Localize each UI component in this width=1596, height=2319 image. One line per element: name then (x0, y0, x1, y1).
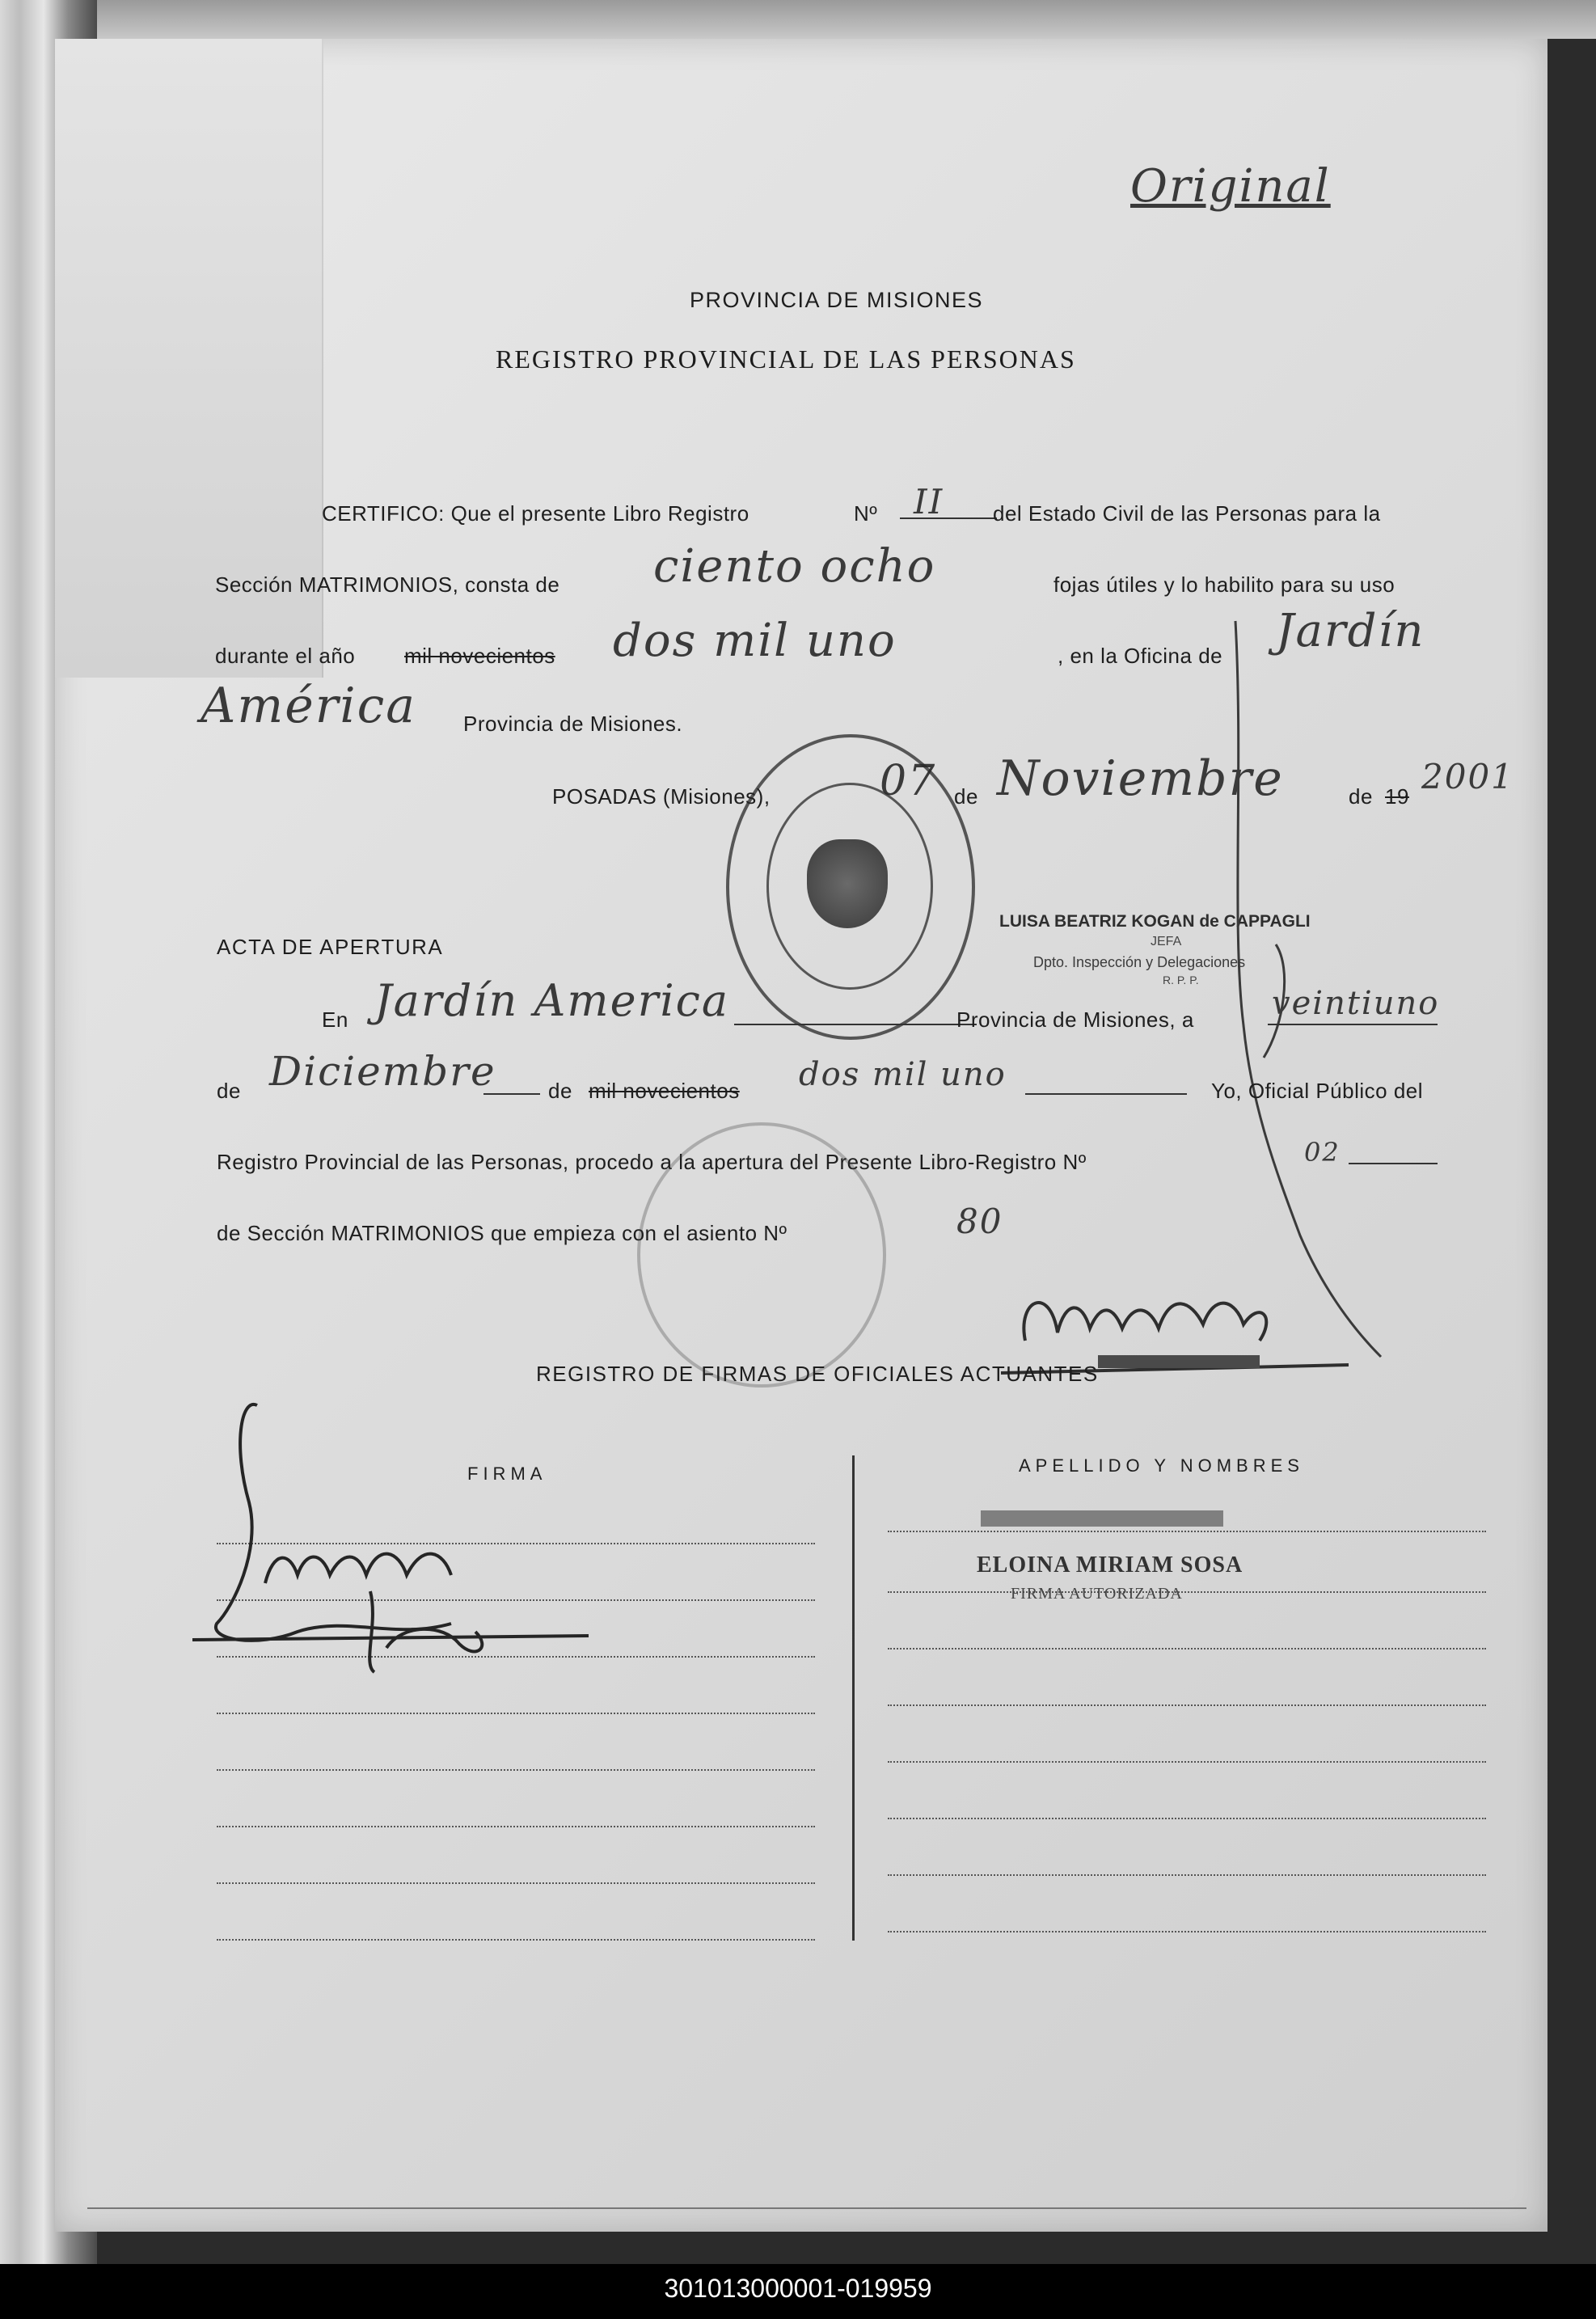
cert-office-place-1: Jardín (1276, 605, 1425, 657)
acta-year-handwritten: dos mil uno (799, 1056, 1007, 1093)
cert-office-place-2: América (201, 678, 416, 734)
apellido-line-4 (888, 1704, 1486, 1706)
acta-yo: Yo, Oficial Público del (1211, 1079, 1424, 1103)
acta-place-line (734, 1024, 977, 1025)
authorized-caption: FIRMA AUTORIZADA (1011, 1585, 1183, 1603)
acta-month-handwritten: Diciembre (269, 1048, 496, 1095)
apellido-line-5 (888, 1761, 1486, 1763)
original-annotation: Original (1130, 160, 1331, 213)
acta-de-1: de (217, 1079, 241, 1103)
scan-top-band (0, 0, 1596, 39)
acta-day-handwritten: veintiuno (1272, 985, 1440, 1022)
apellido-column-label: APELLIDO Y NOMBRES (1019, 1455, 1304, 1476)
cert-line1-no: Nº (854, 501, 878, 526)
page-bottom-rule (87, 2207, 1526, 2209)
acta-heading: ACTA DE APERTURA (217, 935, 444, 959)
scan-footer-bar (0, 2264, 1596, 2319)
apellido-line-6 (888, 1818, 1486, 1819)
cert-line3-a: durante el año (215, 644, 356, 668)
acta-en: En (322, 1007, 348, 1032)
cert-date-year: 2001 (1421, 757, 1514, 796)
firma-line-7 (217, 1882, 815, 1884)
official-stamp-dept: Dpto. Inspección y Delegaciones (1033, 954, 1246, 970)
acta-month-line (483, 1093, 540, 1095)
acta-year-strike: mil novecientos (589, 1079, 740, 1103)
cert-year-handwritten: dos mil uno (613, 615, 897, 667)
acta-book-number: 02 (1304, 1137, 1341, 1168)
apellido-line-3 (888, 1648, 1486, 1649)
firma-column-label: FIRMA (467, 1464, 547, 1484)
cert-date-day: 07 (880, 757, 937, 805)
signatures-column-divider (852, 1455, 855, 1941)
signatures-heading: REGISTRO DE FIRMAS DE OFICIALES ACTUANTES (536, 1362, 1099, 1386)
apellido-line-1 (888, 1531, 1486, 1532)
firma-line-5 (217, 1769, 815, 1771)
cert-line5-century: 19 (1385, 784, 1409, 809)
cert-book-number-line (900, 517, 997, 519)
acta-entry-number: 80 (956, 1202, 1003, 1241)
faint-seal-stamp (637, 1122, 886, 1388)
apellido-line-2 (888, 1591, 1486, 1593)
acta-place-handwritten: Jardín America (374, 975, 730, 1026)
cert-line3-strike: mil novecientos (404, 644, 555, 668)
coat-of-arms-icon (807, 839, 888, 928)
acta-line3: Registro Provincial de las Personas, procedo a la apertura del Presente Libro-Registro Nº (217, 1150, 1087, 1174)
registry-title: REGISTRO PROVINCIAL DE LAS PERSONAS (496, 344, 1076, 374)
acta-book-number-line (1349, 1163, 1438, 1164)
acta-line4: de Sección MATRIMONIOS que empieza con el asiento Nº (217, 1221, 787, 1245)
cert-line5-de: de (954, 784, 978, 809)
cert-line2-b: fojas útiles y lo habilito para su uso (1053, 572, 1395, 597)
official-stamp-role: JEFA (1151, 935, 1182, 948)
firma-line-6 (217, 1826, 815, 1827)
cert-line4-b: Provincia de Misiones. (463, 712, 683, 736)
blurred-stamp-line (981, 1510, 1223, 1527)
acta-year-line (1025, 1093, 1187, 1095)
cert-line5-a: POSADAS (Misiones), (552, 784, 771, 809)
cert-line3-b: , en la Oficina de (1058, 644, 1223, 668)
cert-folio-count: ciento ocho (653, 540, 936, 593)
cert-date-month: Noviembre (997, 750, 1284, 807)
cert-book-number: II (914, 482, 944, 522)
apellido-line-8 (888, 1931, 1486, 1932)
cert-line1-b: del Estado Civil de las Personas para la (993, 501, 1381, 526)
authorized-name: ELOINA MIRIAM SOSA (977, 1552, 1243, 1578)
cert-line2-a: Sección MATRIMONIOS, consta de (215, 572, 560, 597)
firma-line-4 (217, 1713, 815, 1714)
document-code: 301013000001-019959 (664, 2274, 932, 2303)
acta-day-line (1268, 1024, 1438, 1025)
official-stamp-rpp: R. P. P. (1163, 974, 1199, 986)
official-stamp-name: LUISA BEATRIZ KOGAN de CAPPAGLI (999, 912, 1311, 931)
document-page (55, 39, 1547, 2232)
cert-line1-a: CERTIFICO: Que el presente Libro Registro (322, 501, 749, 526)
cert-line5-b: de (1349, 784, 1373, 809)
officer-signature (184, 1381, 605, 1688)
acta-province: Provincia de Misiones, a (956, 1007, 1194, 1032)
acta-de-2: de (548, 1079, 572, 1103)
firma-line-8 (217, 1939, 815, 1941)
apellido-line-7 (888, 1874, 1486, 1876)
province-title: PROVINCIA DE MISIONES (690, 288, 984, 312)
